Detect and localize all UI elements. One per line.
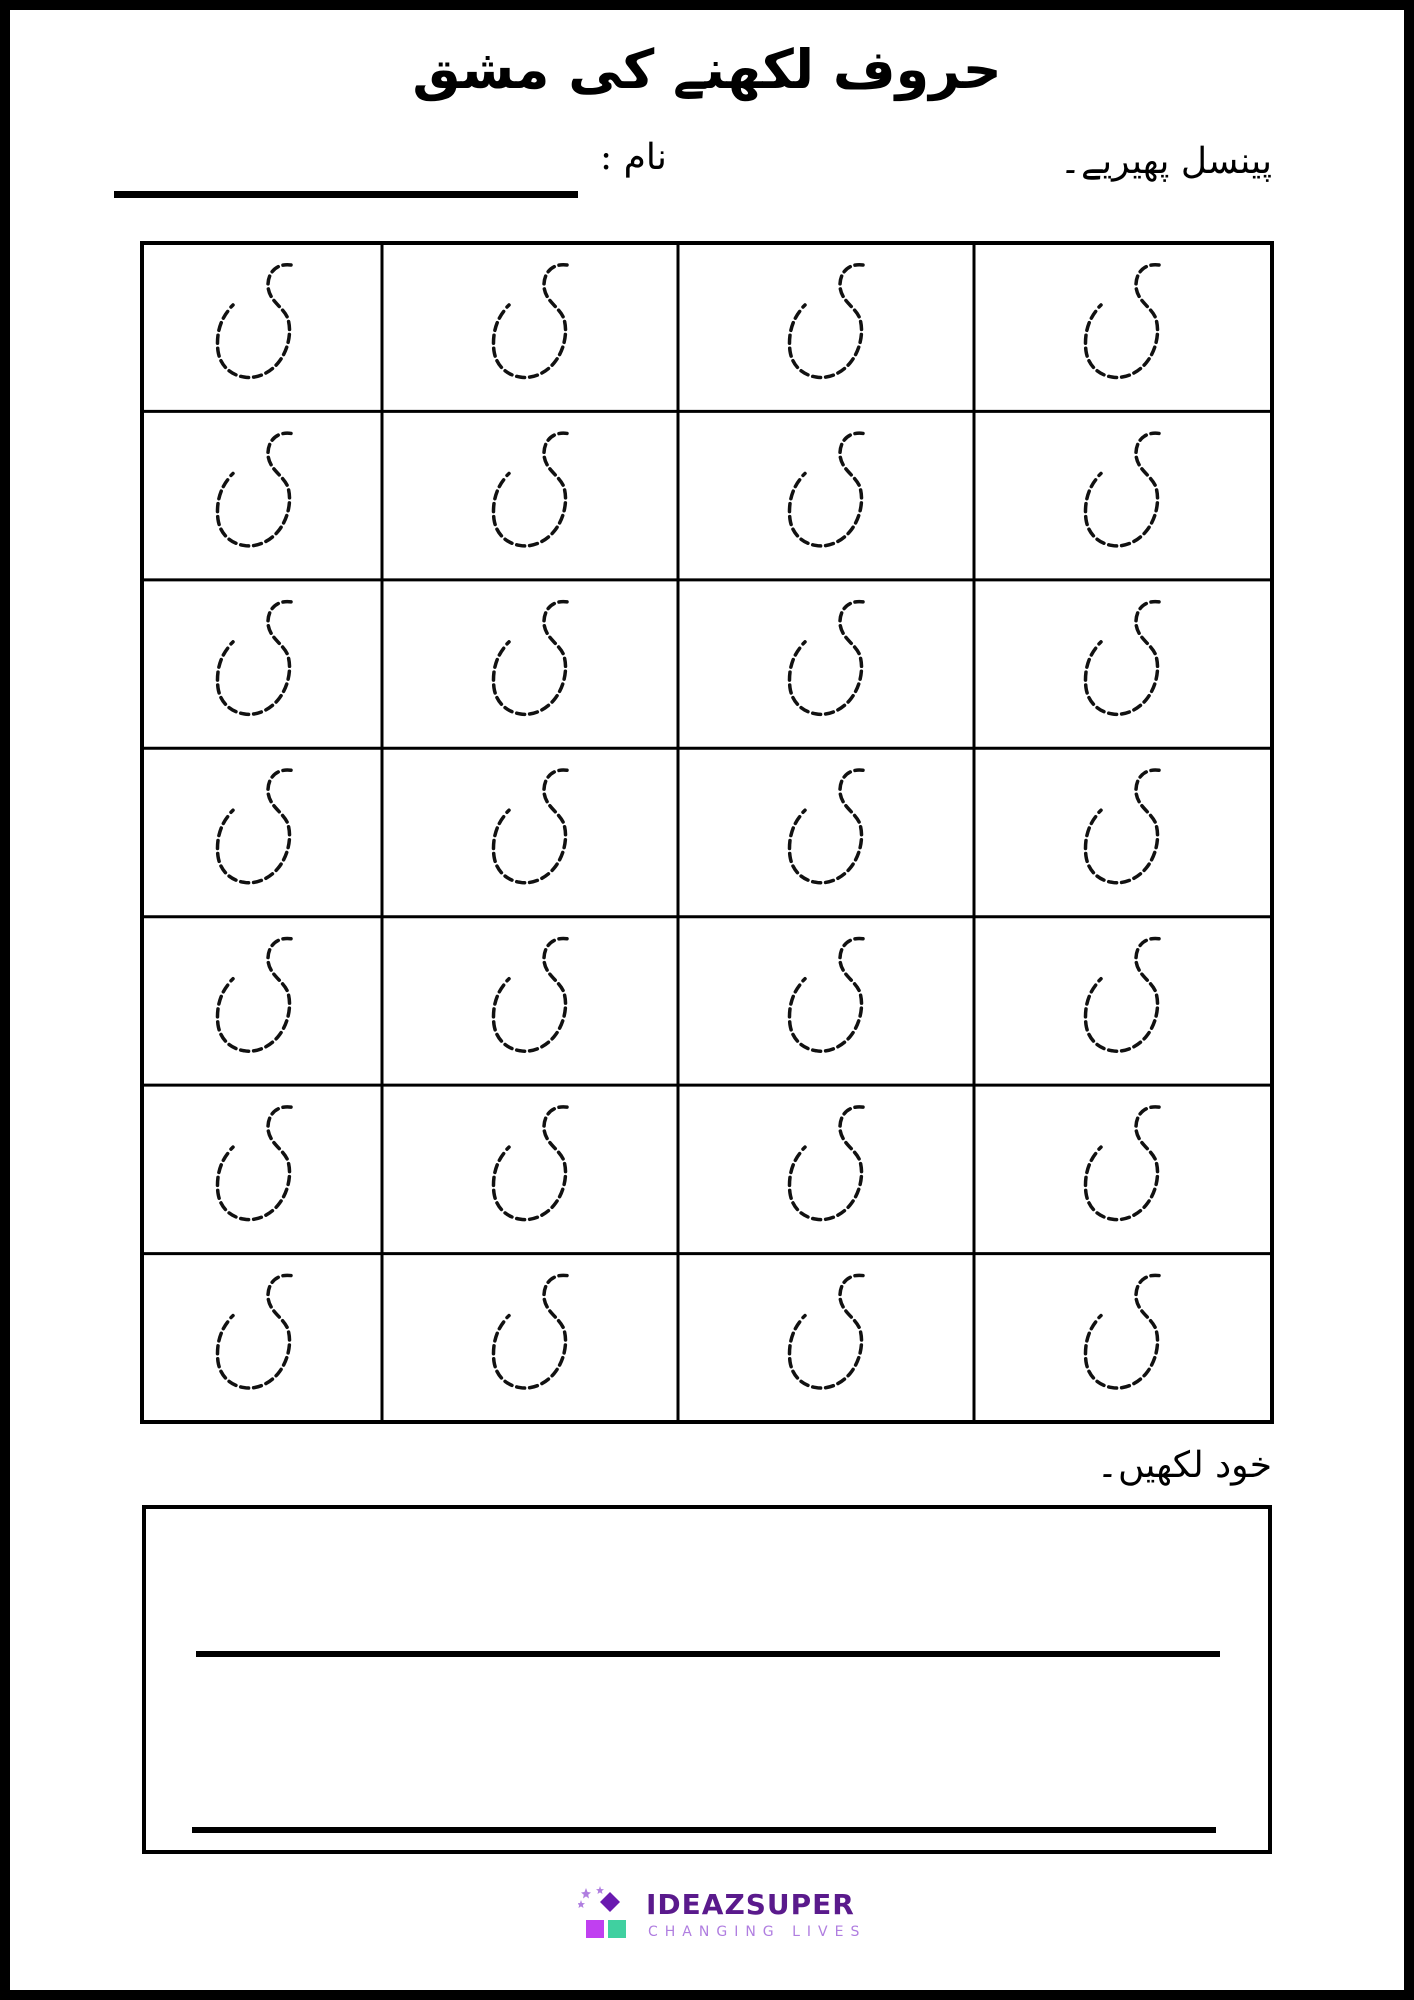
logo-mark-icon [578, 1886, 642, 1946]
dashed-letter-ye [217, 433, 291, 546]
dashed-letter-ye [1085, 265, 1159, 378]
dashed-letter-ye [493, 265, 567, 378]
ideazsuper-logo [578, 1886, 878, 1946]
dashed-letter-ye [789, 1107, 863, 1220]
dashed-letter-ye [217, 938, 291, 1051]
grid-border [142, 243, 1272, 1422]
logo-tagline: CHANGING LIVES [648, 1924, 867, 1940]
dashed-letter-ye [1085, 602, 1159, 715]
name-label: نام : [600, 137, 667, 178]
dashed-letter-ye [217, 770, 291, 883]
dashed-letter-ye [217, 602, 291, 715]
dashed-letter-ye [789, 1275, 863, 1388]
dashed-letter-ye [789, 265, 863, 378]
dashed-letter-ye [217, 265, 291, 378]
dashed-letter-ye [1085, 1275, 1159, 1388]
dashed-letter-ye [493, 770, 567, 883]
dashed-letter-ye [789, 938, 863, 1051]
dashed-letter-ye [789, 770, 863, 883]
trace-instruction: پینسل پھیریے۔ [1059, 141, 1272, 182]
dashed-letter-ye [217, 1275, 291, 1388]
dashed-letter-ye [1085, 1107, 1159, 1220]
dashed-letter-ye [493, 433, 567, 546]
dashed-letter-ye [1085, 938, 1159, 1051]
dashed-letter-ye [789, 602, 863, 715]
logo-brand-name: IDEAZSUPER [646, 1888, 855, 1921]
worksheet-title: حروف لکھنے کی مشق [412, 38, 1002, 101]
writing-box [142, 1505, 1272, 1854]
dashed-letter-ye [217, 1107, 291, 1220]
dashed-letter-ye [493, 1275, 567, 1388]
dashed-letter-ye [493, 938, 567, 1051]
name-line [114, 191, 578, 198]
write-instruction: خود لکھیں۔ [1096, 1445, 1272, 1486]
dashed-letter-ye [789, 433, 863, 546]
writing-line [192, 1827, 1216, 1833]
writing-line [196, 1651, 1220, 1657]
tracing-grid [140, 241, 1274, 1424]
grid-lines [142, 243, 1272, 1422]
grid-letters [217, 265, 1159, 1388]
dashed-letter-ye [493, 602, 567, 715]
dashed-letter-ye [1085, 770, 1159, 883]
dashed-letter-ye [1085, 433, 1159, 546]
dashed-letter-ye [493, 1107, 567, 1220]
